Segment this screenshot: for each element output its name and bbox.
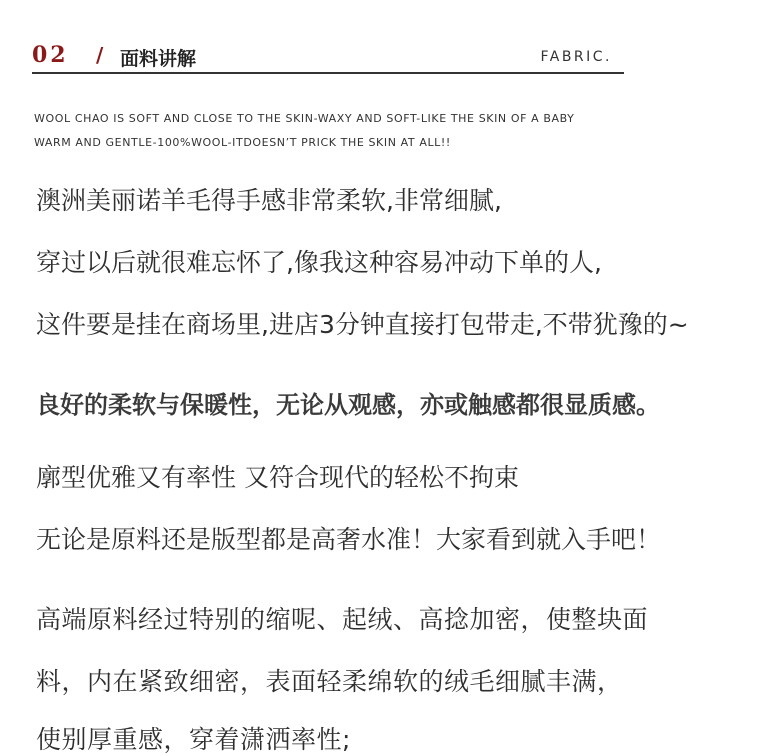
english-line-2: WARM AND GENTLE-100%WOOL-ITDOESN’T PRICK THE SKIN AT ALL!! <box>34 136 451 149</box>
section-label-en: FABRIC. <box>540 49 612 65</box>
paragraph-line: 使别厚重感，穿着潇洒率性; <box>36 725 351 754</box>
paragraph-line: 这件要是挂在商场里,进店3分钟直接打包带走,不带犹豫的~ <box>36 310 689 339</box>
section-number: 02 <box>32 42 69 68</box>
english-line-1: WOOL CHAO IS SOFT AND CLOSE TO THE SKIN-WAXY AND SOFT-LIKE THE SKIN OF A BABY <box>34 112 575 125</box>
paragraph-line: 廓型优雅又有率性 又符合现代的轻松不拘束 <box>36 463 519 492</box>
highlight-line: 良好的柔软与保暖性，无论从观感，亦或触感都很显质感。 <box>36 391 660 419</box>
paragraph-line: 料，内在紧致细密，表面轻柔绵软的绒毛细腻丰满， <box>36 667 623 696</box>
section-title: 面料讲解 <box>120 48 197 70</box>
paragraph-line: 穿过以后就很难忘怀了,像我这种容易冲动下单的人, <box>36 248 602 277</box>
section-header <box>32 42 624 74</box>
paragraph-line: 澳洲美丽诺羊毛得手感非常柔软,非常细腻, <box>36 186 502 215</box>
paragraph-line: 高端原料经过特别的缩呢、起绒、高捻加密，使整块面 <box>36 605 649 634</box>
paragraph-line: 无论是原料还是版型都是高奢水准！大家看到就入手吧！ <box>36 525 662 554</box>
section-slash: / <box>96 43 104 67</box>
